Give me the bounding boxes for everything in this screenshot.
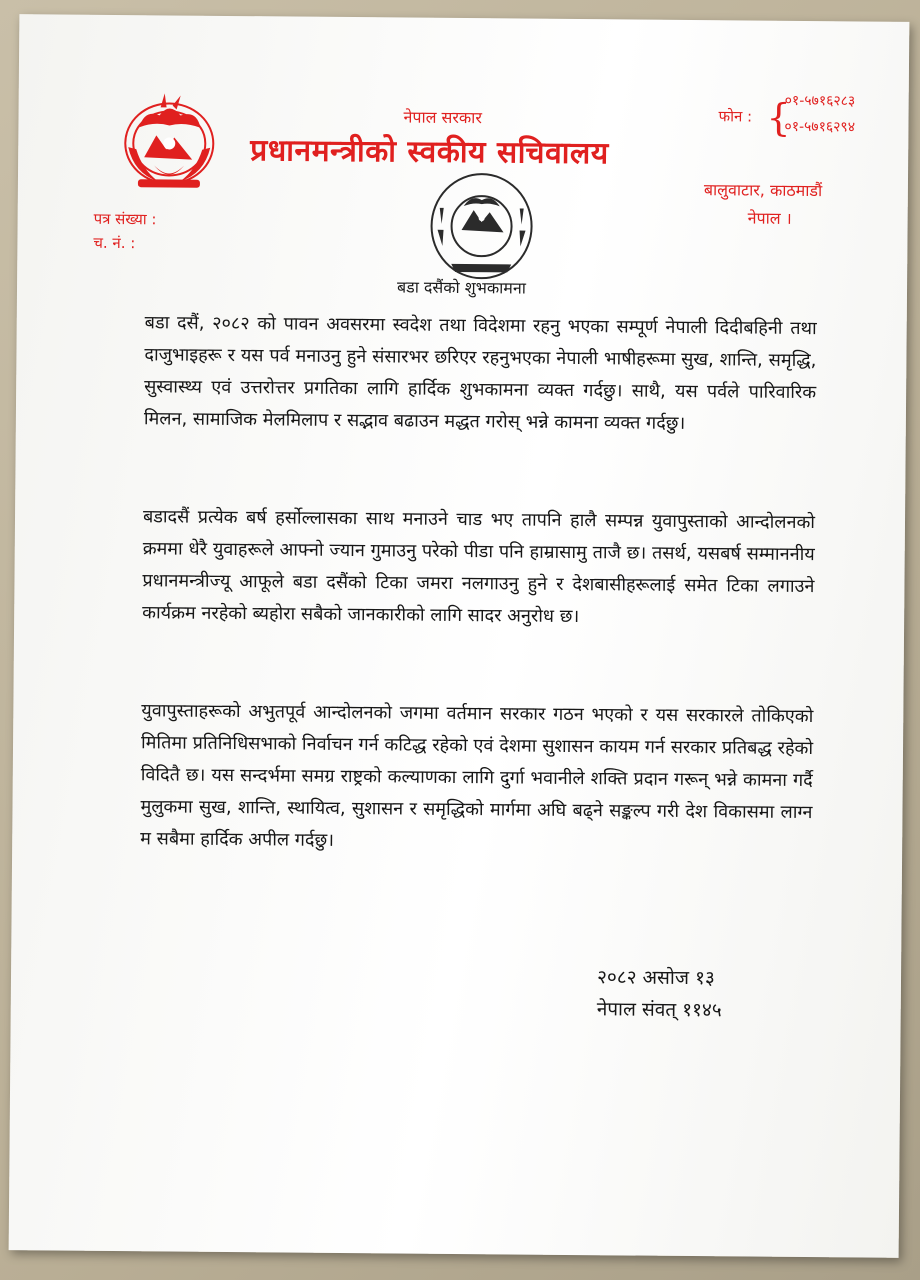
reference-number-label: पत्र संख्या : bbox=[93, 209, 157, 229]
office-seal-icon bbox=[427, 168, 536, 289]
body-paragraph-3: युवापुस्ताहरूको अभुतपूर्व आन्दोलनको जगमा वर्तमान सरकार गठन भएको र यस सरकारले तोकिएको मितिमा प्रतिनिधिसभाको निर्वाचन गर्न कटिद्ध रहेको एवं देशमा सुशासन कायम गर्न सरकार प्रतिबद्ध रहेको विदितै छ। यस सन्दर्भमा समग्र राष्ट्रको कल्याणका लागि दुर्गा भवानीले शक्ति प्रदान गरून् भन्ने कामना गर्दै मुलुकमा सुख, शान्ति, स्थायित्व, सुशासन र समृद्धिको मार्गमा अघि बढ्ने सङ्कल्प गरी देश विकासमा लाग्न म सबैमा हार्दिक अपील गर्दछु। bbox=[140, 700, 814, 851]
office-name: प्रधानमन्त्रीको स्वकीय सचिवालय bbox=[250, 133, 609, 172]
letter-date: २०८२ असोज १३ bbox=[596, 966, 715, 990]
letter-page bbox=[9, 14, 910, 1258]
address-line-1: बालुवाटार, काठमाडौं bbox=[703, 180, 823, 201]
phone-label: फोन : bbox=[718, 107, 753, 126]
phone-brace: { bbox=[766, 95, 791, 140]
address-line-2: नेपाल । bbox=[747, 208, 792, 228]
body-paragraph-2: बडादसैं प्रत्येक बर्ष हर्सोल्लासका साथ मनाउने चाड भए तापनि हालै सम्पन्न युवापुस्ताको आन्दोलनको क्रममा धेरै युवाहरूले आफ्नो ज्यान गुमाउनु परेको पीडा पनि हाम्रासामु ताजै छ। तसर्थ, यसबर्ष सम्माननीय प्रधानमन्त्रीज्यू आफूले बडा दसैंको टिका जमरा नलगाउनु हुने र देशबासीहरूलाई समेत टिका लगाउने कार्यक्रम नरहेको ब्यहोरा सबैको जानकारीको लागि सादर अनुरोध छ। bbox=[142, 506, 816, 628]
government-name: नेपाल सरकार bbox=[403, 107, 482, 128]
nepal-samvat-date: नेपाल संवत् ११४५ bbox=[596, 998, 722, 1022]
letter-subject: बडा दसैंको शुभकामना bbox=[396, 277, 527, 298]
dispatch-number-label: च. नं. : bbox=[93, 233, 136, 253]
phone-number-1: ०१-५७१६२८३ bbox=[784, 92, 856, 110]
phone-number-2: ०१-५७१६२९४ bbox=[784, 118, 856, 136]
body-paragraph-1: बडा दसैं, २०८२ को पावन अवसरमा स्वदेश तथा विदेशमा रहनु भएका सम्पूर्ण नेपाली दिदीबहिनी तथा दाजुभाइहरू र यस पर्व मनाउनु हुने संसारभर छरिएर रहनुभएका नेपाली भाषीहरूमा सुख, शान्ति, समृद्धि, सुस्वास्थ्य एवं उत्तरोत्तर प्रगतिका लागि हार्दिक शुभकामना व्यक्त गर्दछु। साथै, यस पर्वले पारिवारिक मिलन, सामाजिक मेलमिलाप र सद्भाव बढाउन मद्धत गरोस् भन्ने कामना व्यक्त गर्दछु। bbox=[143, 312, 817, 434]
nepal-emblem-icon bbox=[114, 87, 225, 193]
